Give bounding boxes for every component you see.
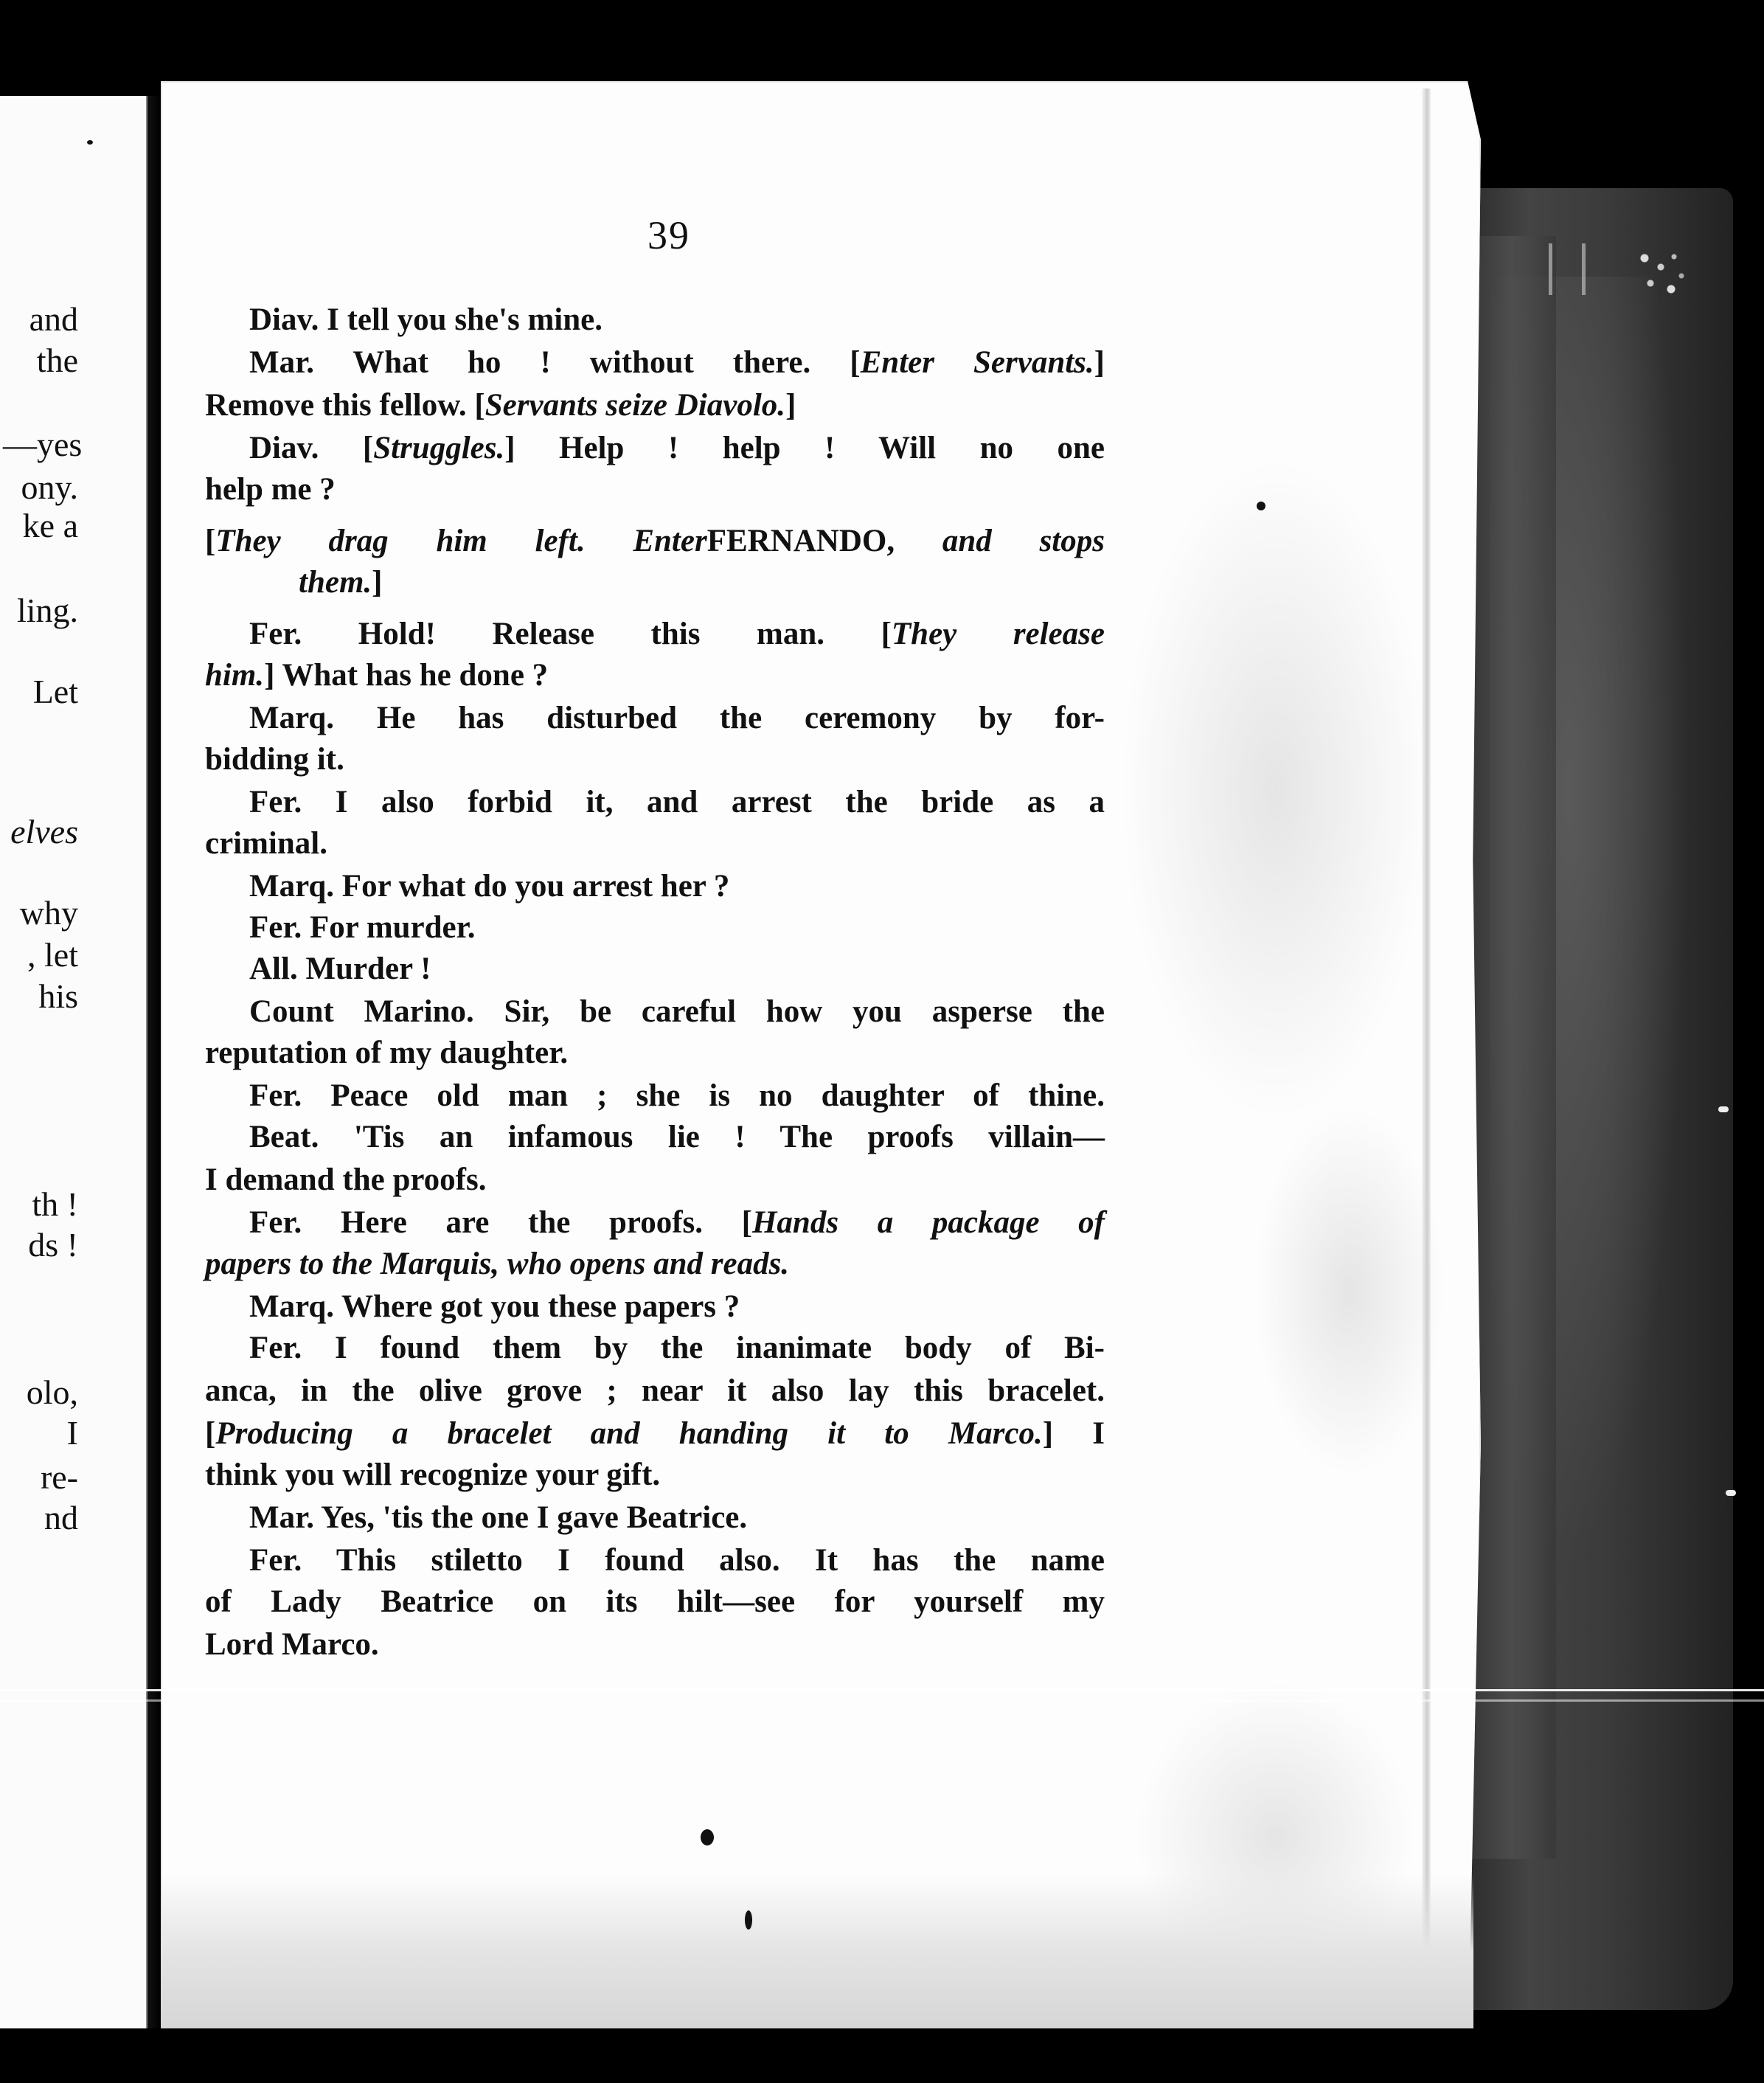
line-text: help me ? — [205, 472, 336, 507]
book-cover-shadow — [1468, 236, 1556, 1859]
text-line — [249, 1080, 1105, 1112]
text-line — [249, 953, 1105, 985]
line-text: All. Murder ! — [249, 952, 431, 986]
scan-artifact-line — [0, 1699, 1764, 1702]
line-text: ] — [372, 565, 383, 600]
text-line — [249, 870, 1105, 902]
text-line — [249, 1502, 1105, 1533]
line-text: Marq. He has disturbed the ceremony by for- — [249, 701, 1105, 735]
page-number: 39 — [647, 213, 690, 257]
left-page-fragment-let1: Let — [32, 673, 78, 710]
line-text: Diav. I tell you she's mine. — [249, 302, 603, 337]
text-line — [249, 347, 1105, 378]
line-text: Marq. For what do you arrest her ? — [249, 869, 730, 904]
line-text: Remove this fellow. [ — [205, 388, 485, 423]
line-text: FERNANDO, — [706, 524, 942, 558]
stage-direction: They drag him left. Enter — [215, 524, 707, 558]
line-text: ] — [1094, 345, 1105, 380]
left-page-fragment-ling: ling. — [16, 592, 78, 629]
text-line — [205, 525, 1105, 557]
line-text: Fer. I found them by the inanimate body of Bi- — [249, 1331, 1105, 1365]
line-text: Mar. Yes, 'tis the one I gave Beatrice. — [249, 1500, 748, 1535]
line-text: Marq. Where got you these papers ? — [249, 1289, 740, 1324]
line-text: Beat. 'Tis an infamous lie ! The proofs villain— — [249, 1120, 1105, 1154]
left-page-fragment-olo: olo, — [26, 1373, 78, 1411]
left-page-fragment-why: why — [19, 894, 78, 932]
ink-speck — [1257, 502, 1265, 510]
cover-mark — [1549, 243, 1586, 295]
stage-direction: They release — [891, 617, 1105, 651]
text-line — [249, 1291, 1105, 1323]
text-line — [249, 786, 1105, 818]
text-line — [249, 1207, 1105, 1238]
text-line — [205, 474, 1105, 505]
page-bottom-shadow — [161, 1874, 1473, 2028]
ink-speck — [87, 140, 93, 145]
line-text: anca, in the olive grove ; near it also lay this bracelet. — [205, 1373, 1105, 1408]
text-line — [205, 828, 1105, 859]
text-line — [249, 702, 1105, 734]
cover-speck — [1726, 1490, 1736, 1496]
left-page-fragment-ds: ds ! — [28, 1226, 78, 1264]
line-text: Count Marino. Sir, be careful how you asperse the — [249, 994, 1105, 1029]
line-text: Mar. What ho ! without there. [ — [249, 345, 861, 380]
text-line — [205, 1586, 1105, 1618]
stage-direction: him. — [205, 658, 265, 693]
text-line — [205, 1418, 1105, 1449]
ink-speck — [745, 1910, 752, 1930]
text-line — [249, 1545, 1105, 1576]
text-line — [205, 389, 1105, 421]
line-text: criminal. — [205, 826, 327, 861]
text-line — [205, 1037, 1105, 1069]
left-page-fragment-ony: ony. — [21, 468, 78, 506]
line-text: Diav. [ — [249, 431, 374, 465]
text-line — [205, 1459, 1105, 1491]
text-line — [205, 1629, 1105, 1660]
line-text: ] Help ! help ! Will no one — [504, 431, 1105, 465]
cover-speck — [1718, 1106, 1729, 1112]
line-text: reputation of my daughter. — [205, 1036, 569, 1070]
text-line — [249, 912, 1105, 943]
text-line — [249, 304, 1105, 336]
left-page-fragment-i: I — [66, 1414, 78, 1452]
left-page-fragment-let2: , let — [27, 936, 78, 974]
text-line — [205, 744, 1105, 775]
text-line — [249, 1332, 1105, 1364]
text-line — [249, 432, 1105, 464]
stage-direction: and stops — [942, 524, 1105, 558]
line-text: I demand the proofs. — [205, 1162, 487, 1197]
text-line — [205, 1248, 1105, 1280]
stage-direction: them. — [299, 565, 372, 600]
page-stain — [1254, 1106, 1445, 1475]
page-stain — [1121, 457, 1431, 1121]
text-line — [249, 996, 1105, 1027]
line-text: ] — [785, 388, 796, 423]
left-page-fragment-ke_a: ke a — [22, 507, 78, 544]
line-text: [ — [205, 524, 216, 558]
left-page-fragment-his: his — [38, 977, 78, 1015]
left-page-fragment-yes: —yes — [3, 426, 83, 463]
stage-direction: Struggles. — [373, 431, 505, 465]
text-line — [205, 1375, 1105, 1407]
page-edge-shadow — [1422, 89, 1431, 1947]
left-page-fragment-the: the — [36, 342, 78, 379]
line-text: Fer. I also forbid it, and arrest the bride as a — [249, 785, 1105, 819]
stage-direction: Hands a package of — [751, 1205, 1105, 1240]
line-text: bidding it. — [205, 742, 344, 777]
stage-direction: Enter Servants. — [860, 345, 1094, 380]
ink-speck — [701, 1829, 714, 1845]
left-page-fragment-nd: nd — [44, 1499, 78, 1536]
stage-direction: Servants seize Diavolo. — [485, 388, 786, 423]
page-gutter — [147, 96, 161, 2028]
left-page-fragment-re: re- — [40, 1458, 78, 1496]
left-page-fragment — [0, 96, 149, 2028]
cover-specks — [1637, 251, 1689, 310]
line-text: Lord Marco. — [205, 1627, 379, 1662]
line-text: Fer. Peace old man ; she is no daughter of thine. — [249, 1078, 1105, 1113]
text-line — [205, 1164, 1105, 1196]
line-text: ] What has he done ? — [264, 658, 549, 693]
left-page-fragment-and: and — [29, 300, 78, 338]
left-page-fragment-elves: elves — [10, 813, 78, 850]
left-page-fragment-th: th ! — [32, 1185, 78, 1223]
line-text: of Lady Beatrice on its hilt—see for yourself my — [205, 1584, 1105, 1619]
text-line — [249, 1121, 1105, 1153]
stage-direction: Producing a bracelet and handing it to Marco. — [215, 1416, 1043, 1451]
line-text: think you will recognize your gift. — [205, 1458, 661, 1492]
line-text: Fer. Hold! Release this man. [ — [249, 617, 892, 651]
text-line — [205, 659, 1105, 691]
scan-artifact-line — [0, 1689, 1764, 1691]
line-text: Fer. Here are the proofs. [ — [249, 1205, 752, 1240]
stage-direction: papers to the Marquis, who opens and reads. — [205, 1247, 790, 1281]
line-text: Fer. For murder. — [249, 910, 476, 945]
line-text: ] I — [1042, 1416, 1105, 1451]
text-line — [249, 618, 1105, 650]
line-text: Fer. This stiletto I found also. It has the name — [249, 1543, 1105, 1578]
line-text: [ — [205, 1416, 216, 1451]
text-line — [299, 566, 1036, 598]
